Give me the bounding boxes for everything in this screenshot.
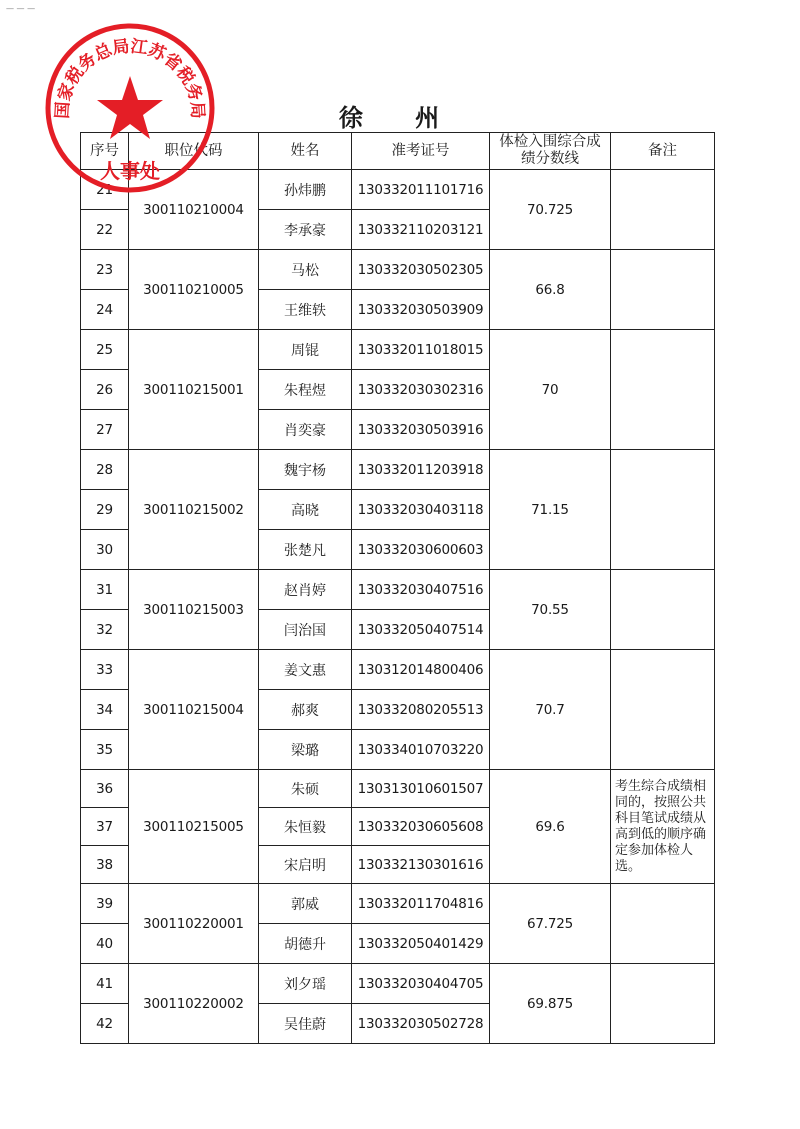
table-row xyxy=(81,650,715,690)
row-number: 27 xyxy=(81,410,129,450)
exam-id: 130332030502728 xyxy=(352,1004,490,1044)
header-score-line: 体检入围综合成绩分数线 xyxy=(490,133,611,170)
row-number: 38 xyxy=(81,846,129,884)
row-number: 34 xyxy=(81,690,129,730)
exam-id: 130332110203121 xyxy=(352,210,490,250)
official-seal xyxy=(40,18,220,198)
row-number: 39 xyxy=(81,884,129,924)
candidate-name: 宋启明 xyxy=(259,846,352,884)
score-line: 70 xyxy=(490,330,611,450)
row-number: 23 xyxy=(81,250,129,290)
candidate-name: 姜文惠 xyxy=(259,650,352,690)
row-number: 24 xyxy=(81,290,129,330)
exam-id: 130332030407516 xyxy=(352,570,490,610)
row-number: 32 xyxy=(81,610,129,650)
row-number: 21 xyxy=(81,170,129,210)
table-body xyxy=(81,170,715,1044)
exam-id: 130332011704816 xyxy=(352,884,490,924)
candidate-name: 马松 xyxy=(259,250,352,290)
exam-id: 130332050407514 xyxy=(352,610,490,650)
exam-id: 130332030502305 xyxy=(352,250,490,290)
position-code: 300110215004 xyxy=(129,650,259,770)
row-number: 41 xyxy=(81,964,129,1004)
candidate-name: 朱程煜 xyxy=(259,370,352,410)
exam-id: 130332011018015 xyxy=(352,330,490,370)
position-code: 300110210004 xyxy=(129,170,259,250)
exam-id: 130332030503916 xyxy=(352,410,490,450)
candidate-name: 吴佳蔚 xyxy=(259,1004,352,1044)
score-line: 67.725 xyxy=(490,884,611,964)
row-number: 33 xyxy=(81,650,129,690)
candidate-name: 闫治国 xyxy=(259,610,352,650)
candidate-name: 朱恒毅 xyxy=(259,808,352,846)
exam-id: 130332030302316 xyxy=(352,370,490,410)
candidate-name: 刘夕瑶 xyxy=(259,964,352,1004)
score-line: 70.55 xyxy=(490,570,611,650)
seal-center-text: 人事处 xyxy=(100,159,160,183)
remarks xyxy=(611,884,715,964)
header-exam-id: 准考证号 xyxy=(352,133,490,170)
table-row xyxy=(81,250,715,290)
header-name: 姓名 xyxy=(259,133,352,170)
candidate-name: 李承豪 xyxy=(259,210,352,250)
page-title: 徐 州 xyxy=(338,103,462,132)
candidate-name: 郝爽 xyxy=(259,690,352,730)
exam-id: 130332030605608 xyxy=(352,808,490,846)
candidate-name: 朱硕 xyxy=(259,770,352,808)
table-row xyxy=(81,570,715,610)
row-number: 40 xyxy=(81,924,129,964)
table-row xyxy=(81,330,715,370)
header-no: 序号 xyxy=(81,133,129,170)
row-number: 29 xyxy=(81,490,129,530)
seal-ring-text: 国家税务总局江苏省税务局 xyxy=(52,36,208,120)
candidate-table xyxy=(80,132,715,1044)
remarks xyxy=(611,964,715,1044)
header-position-code: 职位代码 xyxy=(129,133,259,170)
position-code: 300110215003 xyxy=(129,570,259,650)
candidate-name: 魏宇杨 xyxy=(259,450,352,490)
remarks xyxy=(611,170,715,250)
exam-id: 130332030503909 xyxy=(352,290,490,330)
row-number: 31 xyxy=(81,570,129,610)
table-row xyxy=(81,884,715,924)
score-line: 71.15 xyxy=(490,450,611,570)
remarks: 考生综合成绩相同的，按照公共科目笔试成绩从高到低的顺序确定参加体检人选。 xyxy=(611,770,715,884)
remarks xyxy=(611,570,715,650)
candidate-name: 周锟 xyxy=(259,330,352,370)
remarks xyxy=(611,450,715,570)
position-code: 300110210005 xyxy=(129,250,259,330)
position-code: 300110215005 xyxy=(129,770,259,884)
position-code: 300110215002 xyxy=(129,450,259,570)
exam-id: 130313010601507 xyxy=(352,770,490,808)
exam-id: 130332130301616 xyxy=(352,846,490,884)
row-number: 26 xyxy=(81,370,129,410)
header-remarks: 备注 xyxy=(611,133,715,170)
row-number: 28 xyxy=(81,450,129,490)
remarks xyxy=(611,330,715,450)
candidate-name: 王维轶 xyxy=(259,290,352,330)
score-line: 69.6 xyxy=(490,770,611,884)
position-code: 300110215001 xyxy=(129,330,259,450)
row-number: 25 xyxy=(81,330,129,370)
score-line: 69.875 xyxy=(490,964,611,1044)
candidate-name: 胡德升 xyxy=(259,924,352,964)
position-code: 300110220002 xyxy=(129,964,259,1044)
row-number: 36 xyxy=(81,770,129,808)
exam-id: 130332080205513 xyxy=(352,690,490,730)
table-row xyxy=(81,450,715,490)
exam-id: 130332011101716 xyxy=(352,170,490,210)
candidate-name: 赵肖婷 xyxy=(259,570,352,610)
row-number: 35 xyxy=(81,730,129,770)
remarks xyxy=(611,250,715,330)
scan-mark: — — — xyxy=(6,4,36,13)
position-code: 300110220001 xyxy=(129,884,259,964)
exam-id: 130332011203918 xyxy=(352,450,490,490)
exam-id: 130334010703220 xyxy=(352,730,490,770)
score-line: 66.8 xyxy=(490,250,611,330)
candidate-name: 张楚凡 xyxy=(259,530,352,570)
exam-id: 130312014800406 xyxy=(352,650,490,690)
candidate-name: 高晓 xyxy=(259,490,352,530)
exam-id: 130332030404705 xyxy=(352,964,490,1004)
candidate-name: 肖奕豪 xyxy=(259,410,352,450)
row-number: 37 xyxy=(81,808,129,846)
table-row xyxy=(81,964,715,1004)
table-row xyxy=(81,770,715,808)
candidate-name: 郭威 xyxy=(259,884,352,924)
exam-id: 130332050401429 xyxy=(352,924,490,964)
exam-id: 130332030600603 xyxy=(352,530,490,570)
row-number: 22 xyxy=(81,210,129,250)
remarks xyxy=(611,650,715,770)
row-number: 30 xyxy=(81,530,129,570)
exam-id: 130332030403118 xyxy=(352,490,490,530)
score-line: 70.725 xyxy=(490,170,611,250)
candidate-name: 孙炜鹏 xyxy=(259,170,352,210)
score-line: 70.7 xyxy=(490,650,611,770)
row-number: 42 xyxy=(81,1004,129,1044)
candidate-name: 梁璐 xyxy=(259,730,352,770)
